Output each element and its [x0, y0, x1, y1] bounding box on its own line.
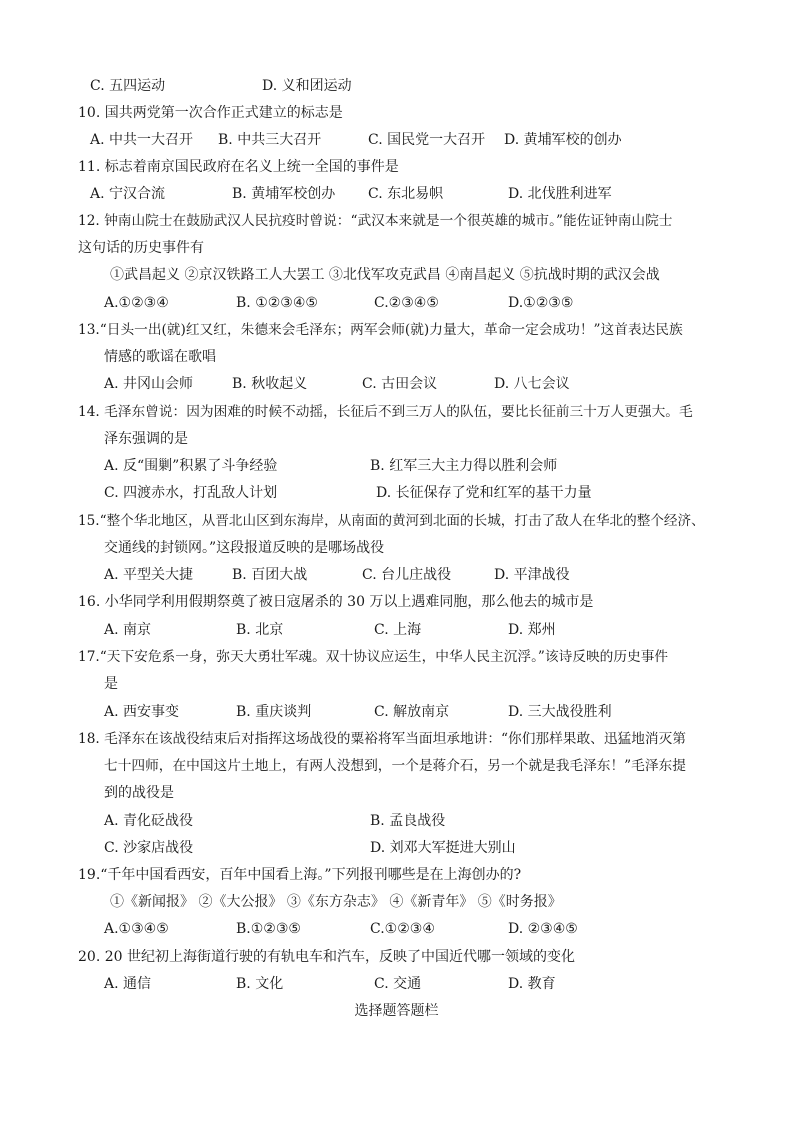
q15-option-b: B. 百团大战: [232, 567, 308, 583]
q17-option-c: C. 解放南京: [374, 704, 450, 720]
q18-stem-line2: 七十四师，在中国这片土地上，有两人没想到，一个是蒋介石，另一个就是我毛泽东！”毛泽东提: [104, 758, 686, 774]
q18-option-b: B. 孟良战役: [370, 813, 446, 829]
q11-option-a: A. 宁汉合流: [90, 186, 166, 202]
q20-option-c: C. 交通: [374, 976, 422, 992]
q18-option-a: A. 青化砭战役: [104, 813, 194, 829]
q16-option-d: D. 郑州: [508, 622, 556, 638]
q20-stem: 20. 20 世纪初上海街道行驶的有轨电车和汽车，反映了中国近代哪一领域的变化: [78, 949, 575, 965]
q11-stem: 11. 标志着南京国民政府在名义上统一全国的事件是: [78, 159, 399, 175]
q12-option-b: B. ①②③④⑤: [236, 295, 318, 311]
q17-option-a: A. 西安事变: [104, 704, 180, 720]
q19-option-b: B.①②③⑤: [236, 921, 301, 937]
q14-option-c: C. 四渡赤水，打乱敌人计划: [104, 485, 278, 501]
q13-option-d: D. 八七会议: [494, 376, 570, 392]
q12-items: ①武昌起义 ②京汉铁路工人大罢工 ③北伐军攻克武昌 ④南昌起义 ⑤抗战时期的武汉会战: [110, 267, 660, 283]
q18-option-d: D. 刘邓大军挺进大别山: [370, 840, 516, 856]
q15-option-c: C. 台儿庄战役: [362, 567, 452, 583]
q18-stem-line1: 18. 毛泽东在该战役结束后对指挥这场战役的粟裕将军当面坦承地讲：“你们那样果敢、迅猛地消灭第: [78, 731, 686, 747]
q18-option-c: C. 沙家店战役: [104, 840, 194, 856]
q15-stem-line1: 15.“整个华北地区，从晋北山区到东海岸，从南面的黄河到北面的长城，打击了敌人在华北的整个经济、: [78, 513, 705, 529]
q14-option-d: D. 长征保存了党和红军的基干力量: [376, 485, 592, 501]
q18-stem-line3: 到的战役是: [104, 785, 174, 801]
q17-option-b: B. 重庆谈判: [236, 704, 312, 720]
q12-stem-line2: 这句话的历史事件有: [78, 240, 204, 256]
q17-option-d: D. 三大战役胜利: [508, 704, 612, 720]
q12-option-c: C.②③④⑤: [374, 295, 439, 311]
q19-option-a: A.①③④⑤: [104, 921, 169, 937]
q12-option-a: A.①②③④: [104, 295, 169, 311]
q13-option-c: C. 古田会议: [362, 376, 438, 392]
q15-option-a: A. 平型关大捷: [104, 567, 194, 583]
q16-option-b: B. 北京: [236, 622, 284, 638]
q13-stem-line1: 13.“日头一出(就)红又红，朱德来会毛泽东；两军会师(就)力量大，革命一定会成功！”这首表达民族: [78, 322, 683, 338]
q19-items: ①《新闻报》 ②《大公报》 ③《东方杂志》 ④《新青年》 ⑤《时务报》: [110, 894, 562, 910]
q9-option-c: C. 五四运动: [90, 78, 166, 94]
q15-option-d: D. 平津战役: [494, 567, 570, 583]
q14-option-b: B. 红军三大主力得以胜利会师: [370, 458, 558, 474]
q13-option-a: A. 井冈山会师: [104, 376, 194, 392]
q19-option-d: D. ②③④⑤: [508, 921, 578, 937]
q10-option-a: A. 中共一大召开: [90, 132, 194, 148]
q20-option-a: A. 通信: [104, 976, 152, 992]
q13-stem-line2: 情感的歌谣在歌唱: [104, 349, 216, 365]
q14-stem-line1: 14. 毛泽东曾说：因为困难的时候不动摇，长征后不到三万人的队伍，要比长征前三十万人更强大。毛: [78, 404, 693, 420]
q14-stem-line2: 泽东强调的是: [104, 431, 188, 447]
q19-option-c: C.①②③④: [370, 921, 435, 937]
q20-option-b: B. 文化: [236, 976, 284, 992]
answer-bar-title: 选择题答题栏: [354, 1003, 439, 1019]
q9-option-d: D. 义和团运动: [262, 78, 352, 94]
q12-stem-line1: 12. 钟南山院士在鼓励武汉人民抗疫时曾说：“武汉本来就是一个很英雄的城市。”能佐证钟南山院士: [78, 213, 673, 229]
q11-option-c: C. 东北易帜: [368, 186, 444, 202]
q16-stem: 16. 小华同学利用假期祭奠了被日寇屠杀的 30 万以上遇难同胞，那么他去的城市是: [78, 594, 594, 610]
q10-option-c: C. 国民党一大召开: [368, 132, 486, 148]
q19-stem: 19.“千年中国看西安，百年中国看上海。”下列报刊哪些是在上海创办的?: [78, 867, 522, 883]
q11-option-b: B. 黄埔军校创办: [232, 186, 336, 202]
q12-option-d: D.①②③⑤: [508, 295, 574, 311]
q15-stem-line2: 交通线的封锁网。”这段报道反映的是哪场战役: [104, 540, 385, 556]
q17-stem-line2: 是: [104, 676, 118, 692]
q14-option-a: A. 反“围剿”积累了斗争经验: [104, 458, 278, 474]
q10-stem: 10. 国共两党第一次合作正式建立的标志是: [78, 105, 343, 121]
q16-option-c: C. 上海: [374, 622, 422, 638]
q11-option-d: D. 北伐胜利进军: [508, 186, 612, 202]
q10-option-d: D. 黄埔军校的创办: [504, 132, 622, 148]
q20-option-d: D. 教育: [508, 976, 556, 992]
q13-option-b: B. 秋收起义: [232, 376, 308, 392]
q17-stem-line1: 17.“天下安危系一身，弥天大勇壮军魂。双十协议应运生，中华人民主沉浮。”该诗反映的历史事件: [78, 649, 669, 665]
q16-option-a: A. 南京: [104, 622, 152, 638]
q10-option-b: B. 中共三大召开: [218, 132, 322, 148]
